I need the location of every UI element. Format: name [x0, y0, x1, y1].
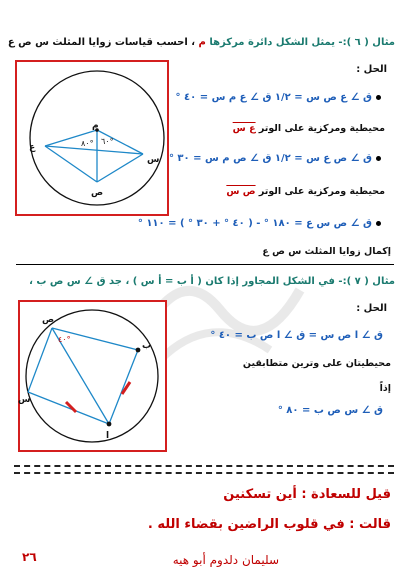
example6-eq1	[176, 92, 381, 103]
fig6-angle-60: ٦٠°	[101, 137, 114, 146]
circle-diagram-6	[17, 62, 167, 214]
example6-note2-text: محيطية ومركزية على الوتر	[258, 186, 385, 197]
bullet-icon	[376, 221, 381, 226]
example6-solution-label: الحل :	[356, 64, 387, 75]
example6-chord2: ص س	[226, 186, 256, 197]
example6-figure	[15, 60, 169, 216]
example6-chord1: ع س	[232, 123, 256, 134]
example6-title-rest: ، احسب قياسات زوايا المثلث س ص ع	[7, 37, 196, 48]
example6-note1-text: محيطية ومركزية على الوتر	[258, 123, 385, 134]
fig7-label-s: س	[18, 395, 31, 405]
bullet-icon	[376, 95, 381, 100]
example6-eq2-text: ق ∠ ص ع س = ١/٢ ق ∠ ص م س = ٣٠ °	[168, 153, 372, 164]
double-divider	[14, 465, 394, 474]
fig7-label-a: ا	[106, 431, 110, 441]
fig7-angle-40: ٤٠°	[58, 335, 71, 344]
fig7-label-p: ص	[42, 315, 55, 325]
quote-line1: قيل للسعادة : أين تسكنين	[223, 487, 391, 502]
fig6-label-m: م	[92, 121, 99, 131]
example7-note1: محيطيتان على وترين متطابقين	[242, 358, 391, 369]
circle-diagram-7	[20, 302, 165, 450]
example6-title-text: مثال ( ٦ ):- يمثل الشكل دائرة مركزها	[209, 37, 395, 48]
example6-eq3-text: ق ∠ ص س ع = ١٨٠ ° - ( ٤٠ ° + ٣٠ ° ) = ١١٠ °	[137, 218, 372, 229]
example7-eq1: ق ∠ ا ص س = ق ∠ ا ص ب = ٤٠ °	[210, 330, 383, 341]
example6-eq3	[138, 218, 381, 229]
example7-title	[29, 276, 395, 287]
quote-line2: قالت : في قلوب الراضين بقضاء الله .	[147, 517, 391, 532]
example7-title-text: مثال ( ٧ ):- في الشكل المجاور إذا كان ( أ ب = أ س ) ، جد ق ∠ س ص ب ،	[29, 276, 395, 287]
example7-therefore: إذاً	[379, 383, 391, 394]
fig7-label-b: ب	[142, 341, 152, 351]
page-number: ٢٦	[22, 550, 37, 564]
fig6-label-p: ص	[91, 188, 104, 198]
example6-center-letter: م	[198, 37, 206, 48]
example6-eq2	[169, 153, 381, 164]
fig6-label-a: ع	[29, 143, 36, 153]
example6-note2	[226, 186, 385, 197]
fig6-label-s: س	[147, 155, 160, 165]
example6-eq1-text: ق ∠ ع ص س = ١/٢ ق ∠ ع م س = ٤٠ °	[175, 92, 372, 103]
example7-solution-label: الحل :	[356, 303, 387, 314]
bullet-icon	[376, 156, 381, 161]
section-divider	[16, 264, 394, 265]
example6-conclusion: إكمال زوايا المثلث س ص ع	[262, 246, 391, 257]
example6-note1	[233, 123, 385, 134]
author-name: سليمان دلدوم أبو هيه	[172, 553, 279, 567]
fig6-angle-80: ٨٠°	[81, 139, 94, 148]
example7-eq2: ق ∠ س ص ب = ٨٠ °	[277, 405, 383, 416]
example6-title	[8, 37, 395, 48]
example7-figure	[18, 300, 167, 452]
